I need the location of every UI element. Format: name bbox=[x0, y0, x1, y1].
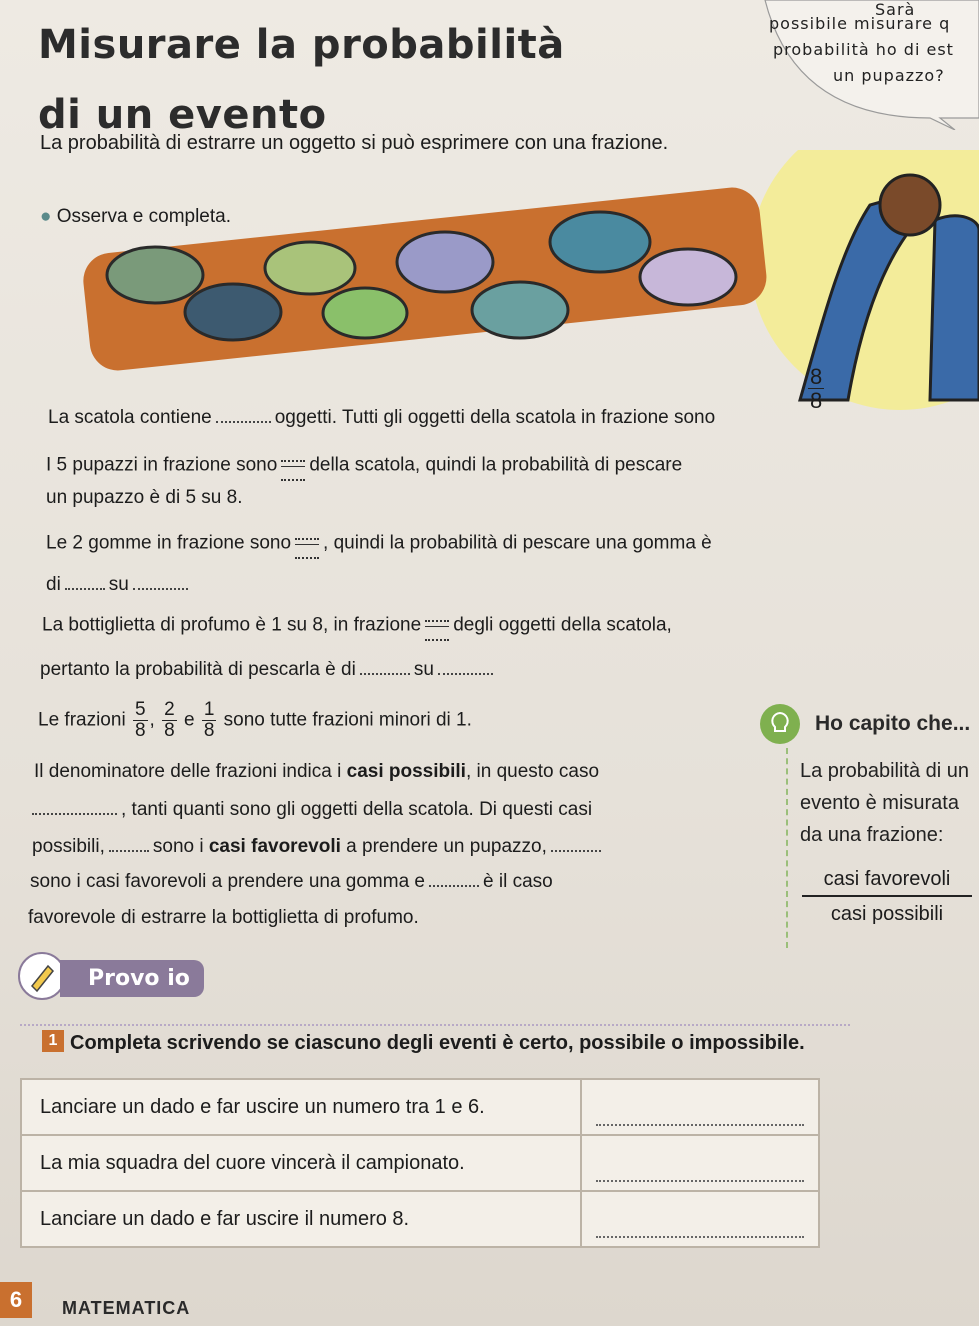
blank-5[interactable] bbox=[438, 671, 493, 675]
answer-cell-3[interactable] bbox=[581, 1191, 819, 1247]
eraser-icon bbox=[265, 242, 355, 294]
speech-bubble: Sarà possibile misurare q probabilità ho di est un pupazzo? bbox=[755, 0, 979, 120]
bee-toy-icon bbox=[323, 288, 407, 338]
paragraph-1: La scatola contiene oggetti. Tutti gli oggetti della scatola in frazione sono bbox=[48, 407, 716, 428]
page-number: 6 bbox=[0, 1282, 32, 1318]
paragraph-4: La bottiglietta di profumo è 1 su 8, in frazione degli oggetti della scatola, bbox=[42, 610, 672, 641]
sidebar-text-1: La probabilità di un bbox=[800, 760, 970, 782]
paragraph-3c: di su bbox=[46, 575, 192, 594]
paragraph-9: sono i casi favorevoli a prendere una gomma e è il caso bbox=[30, 871, 553, 892]
table-row bbox=[21, 1079, 819, 1135]
provo-io-label: Provo io bbox=[60, 960, 204, 997]
sidebar-heading: Ho capito che... bbox=[815, 712, 971, 735]
paragraph-2: I 5 pupazzi in frazione sono della scatola, quindi la probabilità di pescare bbox=[46, 450, 846, 481]
blank-3[interactable] bbox=[133, 586, 188, 590]
answer-cell-1[interactable] bbox=[581, 1079, 819, 1135]
blank-fraction-1[interactable] bbox=[281, 450, 305, 481]
table-row bbox=[21, 1191, 819, 1247]
chick-toy-icon bbox=[397, 232, 493, 292]
pencil-icon bbox=[18, 952, 66, 1000]
paragraph-3: Le 2 gomme in frazione sono , quindi la probabilità di pescare una gomma è bbox=[46, 528, 712, 559]
duck-toy-icon bbox=[107, 247, 203, 303]
blank-1[interactable] bbox=[216, 419, 271, 423]
sidebar-text-3: da una frazione: bbox=[800, 824, 944, 846]
instruction: ● Osserva e completa. bbox=[40, 206, 232, 227]
fraction-2-8: $\frac{2}{8}$ bbox=[164, 699, 175, 741]
paragraph-10: favorevole di estrarre la bottiglietta di profumo. bbox=[28, 907, 419, 928]
blank-fraction-2[interactable] bbox=[295, 528, 319, 559]
subject-label: MATEMATICA bbox=[62, 1298, 191, 1318]
paragraph-7: , tanti quanti sono gli oggetti della scatola. Di questi casi bbox=[32, 800, 592, 819]
blank-7[interactable] bbox=[109, 848, 149, 852]
boy-head-icon bbox=[880, 175, 940, 235]
blank-2[interactable] bbox=[65, 586, 105, 590]
sidebar-divider bbox=[786, 748, 789, 948]
eraser-2-icon bbox=[472, 282, 568, 338]
page-title-line2: di un evento bbox=[38, 92, 327, 138]
blank-6[interactable] bbox=[32, 811, 117, 815]
event-3: Lanciare un dado e far uscire il numero 8. bbox=[21, 1191, 581, 1247]
event-2: La mia squadra del cuore vincerà il campionato. bbox=[21, 1135, 581, 1191]
blank-9[interactable] bbox=[429, 883, 479, 887]
fraction-1-8: $\frac{1}{8}$ bbox=[203, 699, 215, 741]
cat-toy-icon bbox=[185, 284, 281, 340]
event-1: Lanciare un dado e far uscire un numero tra 1 e 6. bbox=[21, 1079, 581, 1135]
blank-fraction-3[interactable] bbox=[425, 610, 449, 641]
exercise-text: Completa scrivendo se ciascuno degli eventi è certo, possibile o impossibile. bbox=[70, 1032, 805, 1054]
exercise-table bbox=[20, 1078, 820, 1248]
perfume-bottle-icon bbox=[550, 212, 650, 272]
paragraph-5: Le frazioni $\frac{5}{8}$ , $\frac{2}{8}$ e $\frac{1}{8}$ sono tutte frazioni minori di 1. bbox=[38, 699, 472, 741]
fraction-5-8: $\frac{5}{8}$ bbox=[134, 699, 146, 741]
sidebar-fraction: casi favorevoli casi possibili bbox=[802, 868, 972, 926]
blank-8[interactable] bbox=[551, 848, 601, 852]
paragraph-4c: pertanto la probabilità di pescarla è di su bbox=[40, 660, 497, 679]
boy-body-icon bbox=[930, 216, 979, 400]
flower-toy-icon bbox=[640, 249, 736, 305]
page-title-line1: Misurare la probabilità bbox=[38, 22, 565, 68]
paragraph-8: possibili, sono i casi favorevoli a prendere un pupazzo, bbox=[32, 837, 605, 856]
paragraph-6: Il denominatore delle frazioni indica i casi possibili, in questo caso bbox=[34, 761, 600, 782]
fraction-8-8: $\frac{8}{8}$ bbox=[810, 364, 823, 414]
lightbulb-icon bbox=[760, 704, 800, 744]
exercise-number: 1 bbox=[42, 1030, 64, 1052]
sidebar-text-2: evento è misurata bbox=[800, 792, 959, 814]
answer-cell-2[interactable] bbox=[581, 1135, 819, 1191]
section-divider bbox=[20, 1024, 850, 1027]
box-illustration bbox=[0, 150, 979, 414]
blank-4[interactable] bbox=[360, 671, 410, 675]
paragraph-2c: un pupazzo è di 5 su 8. bbox=[46, 487, 243, 508]
intro-text: La probabilità di estrarre un oggetto si può esprimere con una frazione. bbox=[40, 132, 669, 154]
table-row bbox=[21, 1135, 819, 1191]
